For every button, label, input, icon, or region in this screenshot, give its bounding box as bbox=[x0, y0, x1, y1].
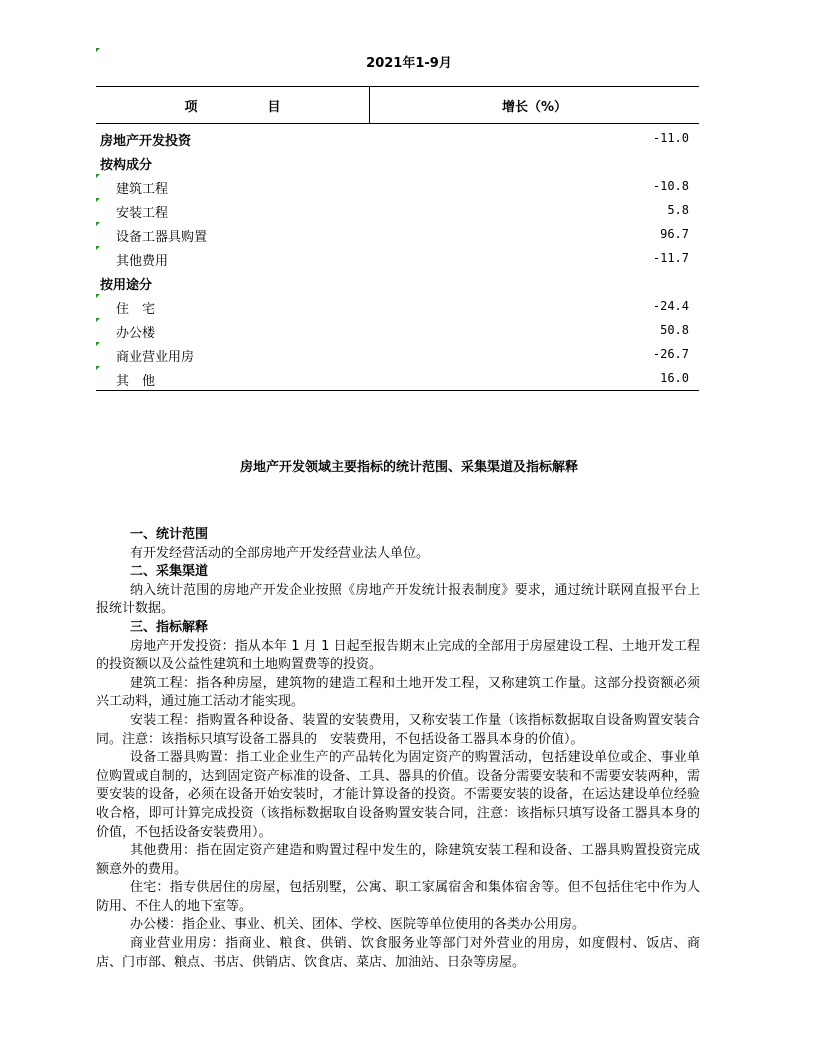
row-label: 住 宅 bbox=[116, 302, 156, 317]
table-row bbox=[96, 174, 699, 198]
row-label: 安装工程 bbox=[116, 206, 169, 221]
paragraph: 其他费用：指在固定资产建造和购置过程中发生的，除建筑安装工程和设备、工器具购置投资完成额意外的费用。 bbox=[96, 843, 700, 877]
row-label: 设备工器具购置 bbox=[116, 230, 208, 245]
row-value: -10.8 bbox=[652, 179, 689, 193]
row-value: 96.7 bbox=[660, 227, 689, 241]
row-value: -24.4 bbox=[652, 299, 689, 313]
row-value: 5.8 bbox=[667, 203, 689, 217]
cell-mark bbox=[96, 342, 100, 346]
cell-mark bbox=[96, 246, 100, 250]
cell-mark bbox=[96, 318, 100, 322]
table-row bbox=[96, 150, 699, 174]
table-row bbox=[96, 222, 699, 246]
row-label: 商业营业用房 bbox=[116, 350, 195, 365]
row-value: 16.0 bbox=[660, 371, 689, 385]
cell-mark bbox=[96, 366, 100, 370]
row-label: 建筑工程 bbox=[116, 182, 169, 197]
growth-table bbox=[96, 86, 699, 391]
cell-mark bbox=[96, 294, 100, 298]
row-value: -11.7 bbox=[652, 251, 689, 265]
cell-mark bbox=[96, 222, 100, 226]
paragraph: 设备工器具购置：指工业企业生产的产品转化为固定资产的购置活动，包括建设单位或企、事业单位购置或自制的，达到固定资产标准的设备、工具、器具的价值。设备分需要安装和不需要安装两种，需要安装的设备，必须在设备开始安装时，才能计算设备的投资。不需要安装的设备，在运达建设单位经验收合格，即可计算完成投资（该指标数据取自设备购置安装合同，注意：该指标只填写设备工器具本身的价值，不包括设备安装费用）。 bbox=[96, 750, 700, 840]
row-label: 房地产开发投资 bbox=[100, 134, 192, 149]
cell-mark bbox=[96, 198, 100, 202]
row-label: 其 他 bbox=[116, 374, 156, 389]
section-heading: 一、统计范围 bbox=[130, 527, 209, 542]
table-row bbox=[96, 198, 699, 222]
row-value: 50.8 bbox=[660, 323, 689, 337]
header-item: 项目 bbox=[184, 100, 351, 115]
cell-mark bbox=[96, 174, 100, 178]
paragraph: 住宅：指专供居住的房屋，包括别墅，公寓、职工家属宿舍和集体宿舍等。但不包括住宅中作为人防用、不住人的地下室等。 bbox=[96, 880, 700, 914]
paragraph: 纳入统计范围的房地产开发企业按照《房地产开发统计报表制度》要求，通过统计联网直报平台上报统计数据。 bbox=[96, 582, 700, 617]
table-row bbox=[96, 294, 699, 318]
paragraph: 建筑工程：指各种房屋，建筑物的建造工程和土地开发工程，又称建筑工作量。这部分投资额必须兴工动料，通过施工活动才能实现。 bbox=[96, 675, 700, 710]
paragraph: 办公楼：指企业、事业、机关、团体、学校、医院等单位使用的各类办公用房。 bbox=[130, 917, 586, 933]
row-value: -26.7 bbox=[652, 347, 689, 361]
paragraph: 有开发经营活动的全部房地产开发经营业法人单位。 bbox=[130, 545, 430, 561]
document-title: 房地产开发领域主要指标的统计范围、采集渠道及指标解释 bbox=[239, 460, 578, 475]
row-value: -11.0 bbox=[652, 131, 689, 145]
row-label: 其他费用 bbox=[116, 254, 169, 269]
table-header bbox=[96, 87, 699, 124]
row-label: 办公楼 bbox=[116, 326, 156, 341]
section-heading: 二、采集渠道 bbox=[130, 564, 209, 580]
table-row bbox=[96, 318, 699, 342]
table-row bbox=[96, 246, 699, 270]
table-row bbox=[96, 270, 699, 294]
table-row bbox=[96, 366, 699, 390]
header-growth: 增长（%） bbox=[501, 100, 568, 115]
row-label: 按用途分 bbox=[100, 278, 153, 293]
paragraph: 房地产开发投资：指从本年 1 月 1 日起至报告期末止完成的全部用于房屋建设工程、土地开发工程的投资额以及公益性建筑和土地购置费等的投资。 bbox=[96, 638, 700, 673]
table-row bbox=[96, 342, 699, 366]
paragraph: 商业营业用房：指商业、粮食、供销、饮食服务业等部门对外营业的用房，如度假村、饭店、商店、门市部、粮点、书店、供销店、饮食店、菜店、加油站、日杂等房屋。 bbox=[96, 936, 700, 970]
row-label: 按构成分 bbox=[100, 158, 153, 173]
explanation-body bbox=[96, 526, 700, 972]
table-row bbox=[96, 126, 699, 150]
section-heading: 三、指标解释 bbox=[130, 619, 209, 635]
paragraph: 安装工程：指购置各种设备、装置的安装费用，又称安装工作量（该指标数据取自设备购置安装合同。注意：该指标只填写设备工器具的 安装费用，不包括设备工器具本身的价值）。 bbox=[96, 712, 700, 747]
period-label: 2021年1-9月 bbox=[366, 56, 452, 71]
